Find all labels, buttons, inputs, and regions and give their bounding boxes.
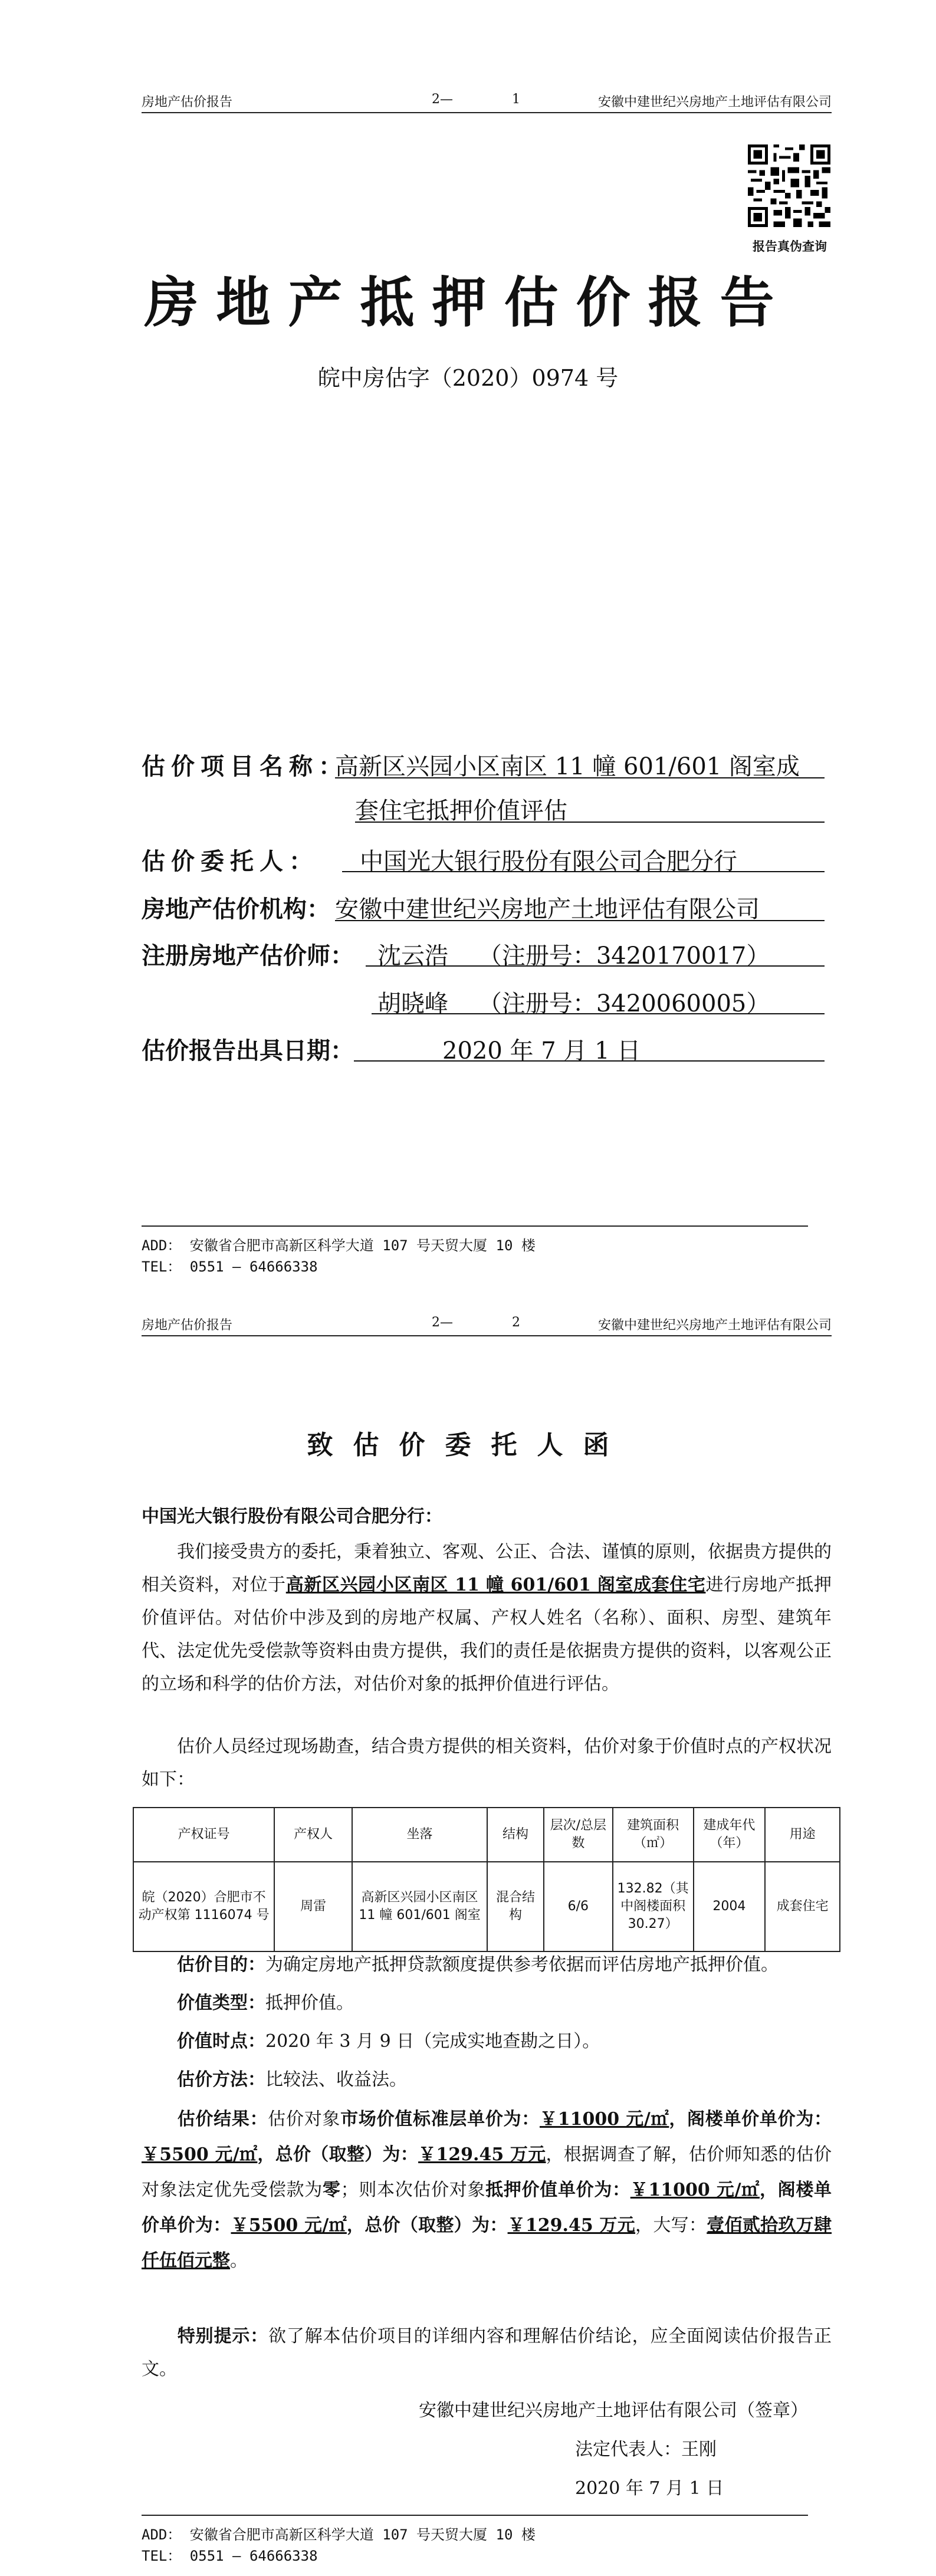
header-company: 安徽中建世纪兴房地产土地评估有限公司: [597, 1318, 832, 1333]
purpose-value: 为确定房地产抵押贷款额度提供参考依据而评估房地产抵押价值。: [265, 1954, 779, 1975]
method-value: 比较法、收益法。: [265, 2069, 407, 2090]
appraiser-1-value: 沈云浩 （注册号：3420170017）: [366, 937, 825, 967]
valuation-result: 估价结果：估价对象市场价值标准层单价为：￥11000 元/㎡，阁楼单价单价为：￥5500 元/㎡，总价（取整）为：￥129.45 万元，根据调查了解，估价师知悉的估价对象法定优先受偿款为零；则本次估价对象抵押价值单价为：￥11000 元/㎡，阁楼单价单价为：￥5500 元/㎡，总价（取整）为：￥129.45 万元，大写：壹佰贰拾玖万肆仟伍佰元整。: [142, 2109, 832, 2271]
report-title: 房地产抵押估价报告: [144, 271, 792, 334]
footer-address: ADD： 安徽省合肥市高新区科学大道 107 号天贸大厦 10 楼: [142, 2526, 536, 2543]
method-key: 估价方法：: [177, 2069, 265, 2090]
value-type-key: 价值类型：: [177, 1993, 265, 2013]
mortgage-total-price: ￥129.45 万元: [507, 2215, 636, 2236]
mortgage-unit-price: ￥11000 元/㎡: [630, 2180, 760, 2200]
letter-paragraph-1: 我们接受贵方的委托，秉着独立、客观、公正、合法、谨慎的原则，依据贵方提供的相关资料，对位于高新区兴园小区南区 11 幢 601/601 阁室成套住宅进行房地产抵押价值评估。对估价中涉及到的房地产权属、产权人姓名（名称）、面积、房型、建筑年代、法定优先受偿款等资料由贵方提供，我们的责任是依据贵方提供的资料，以客观公正的立场和科学的估价方法，对估价对象的抵押价值进行评估。: [142, 1542, 832, 1694]
col-floor: 层次/总层数: [544, 1808, 613, 1862]
document-number: 皖中房估字（2020）0974 号: [317, 365, 619, 391]
cell-location: 高新区兴园小区南区 11 幢 601/601 阁室: [352, 1862, 487, 1951]
value-point-value: 2020 年 3 月 9 日（完成实地查勘之日）。: [265, 2031, 600, 2052]
letter-addressee: 中国光大银行股份有限公司合肥分行：: [142, 1506, 442, 1527]
legal-representative: 法定代表人：王刚: [575, 2439, 717, 2460]
footer-address: ADD： 安徽省合肥市高新区科学大道 107 号天贸大厦 10 楼: [142, 1237, 536, 1254]
col-usage: 用途: [765, 1808, 840, 1862]
agency-value[interactable]: 安徽中建世纪兴房地产土地评估有限公司: [335, 891, 825, 921]
running-header: [142, 88, 832, 113]
client-label: 估价委托人：: [142, 847, 318, 875]
agency-label: 房地产估价机构：: [142, 895, 330, 923]
page-footer: [142, 1225, 808, 1277]
header-page-number: 1: [512, 92, 520, 107]
value-point-key: 价值时点：: [177, 2031, 265, 2052]
header-report-type: 房地产估价报告: [142, 1318, 233, 1333]
appraiser-2-value: 胡晓峰 （注册号：3420060005）: [372, 985, 825, 1014]
result-key: 估价结果：: [177, 2109, 268, 2130]
letter-page: [0, 1288, 936, 2576]
value-type-line: [142, 1987, 832, 2020]
letter-title: 致估价委托人函: [307, 1430, 629, 1460]
cell-area: 132.82（其中阁楼面积 30.27）: [613, 1862, 694, 1951]
mortgage-attic-unit-price: ￥5500 元/㎡: [231, 2215, 347, 2236]
col-location: 坐落: [352, 1808, 487, 1862]
page-footer: [142, 2515, 808, 2567]
header-page-prefix: 2—: [432, 92, 453, 107]
project-name-value[interactable]: 高新区兴园小区南区 11 幢 601/601 阁室成: [335, 748, 825, 778]
value-type-value: 抵押价值。: [265, 1993, 354, 2013]
col-year: 建成年代（年）: [694, 1808, 766, 1862]
table-row: [133, 1862, 840, 1951]
issue-date-label: 估价报告出具日期：: [142, 1037, 354, 1064]
project-name-value-2[interactable]: 套住宅抵押价值评估: [355, 792, 825, 823]
running-header: [142, 1312, 832, 1336]
signature-company: 安徽中建世纪兴房地产土地评估有限公司（签章）: [419, 2400, 808, 2421]
qr-code-icon[interactable]: [748, 144, 830, 227]
col-area: 建筑面积（㎡）: [613, 1808, 694, 1862]
cell-structure: 混合结构: [487, 1862, 544, 1951]
attic-unit-price: ￥5500 元/㎡: [142, 2144, 258, 2165]
header-report-type: 房地产估价报告: [142, 95, 233, 110]
special-note-key: 特别提示：: [177, 2326, 268, 2347]
header-company: 安徽中建世纪兴房地产土地评估有限公司: [597, 95, 832, 110]
table-header-row: [133, 1808, 840, 1862]
issue-date-value: 2020 年 7 月 1 日: [354, 1032, 825, 1062]
col-owner: 产权人: [274, 1808, 352, 1862]
special-note-value: 欲了解本估价项目的详细内容和理解估价结论，应全面阅读估价报告正文。: [142, 2326, 832, 2380]
cell-owner: 周雷: [274, 1862, 352, 1951]
appraiser-label: 注册房地产估价师：: [142, 942, 354, 970]
signature-date: 2020 年 7 月 1 日: [575, 2478, 724, 2499]
client-value: 中国光大银行股份有限公司合肥分行: [342, 843, 825, 872]
cell-floor: 6/6: [544, 1862, 613, 1951]
col-cert-no: 产权证号: [133, 1808, 274, 1862]
cell-year: 2004: [694, 1862, 766, 1951]
market-total-price: ￥129.45 万元: [418, 2144, 546, 2165]
purpose-key: 估价目的：: [177, 1954, 265, 1975]
method-line: [142, 2064, 832, 2097]
letter-paragraph-2: 估价人员经过现场勘查，结合贵方提供的相关资料，估价对象于价值时点的产权状况如下：: [142, 1736, 832, 1790]
header-page-prefix: 2—: [432, 1315, 453, 1330]
qr-caption: 报告真伪查询: [753, 239, 827, 254]
col-structure: 结构: [487, 1808, 544, 1862]
value-point-line: [142, 2025, 832, 2058]
project-name-label: 估价项目名称：: [142, 753, 348, 780]
header-page-number: 2: [512, 1315, 520, 1330]
total-price-in-words: 壹佰贰拾玖万肆仟伍佰元整: [142, 2215, 832, 2271]
cell-usage: 成套住宅: [765, 1862, 840, 1951]
property-rights-table: [133, 1807, 840, 1952]
footer-telephone: TEL： 0551 — 64666338: [142, 1259, 318, 1275]
footer-telephone: TEL： 0551 — 64666338: [142, 2548, 318, 2564]
purpose-line: [142, 1949, 832, 1982]
special-note: [142, 2320, 832, 2386]
market-unit-price: ￥11000 元/㎡: [539, 2109, 669, 2130]
cell-cert-no: 皖（2020）合肥市不动产权第 1116074 号: [133, 1862, 274, 1951]
property-location: 高新区兴园小区南区 11 幢 601/601 阁室成套住宅: [285, 1575, 706, 1595]
